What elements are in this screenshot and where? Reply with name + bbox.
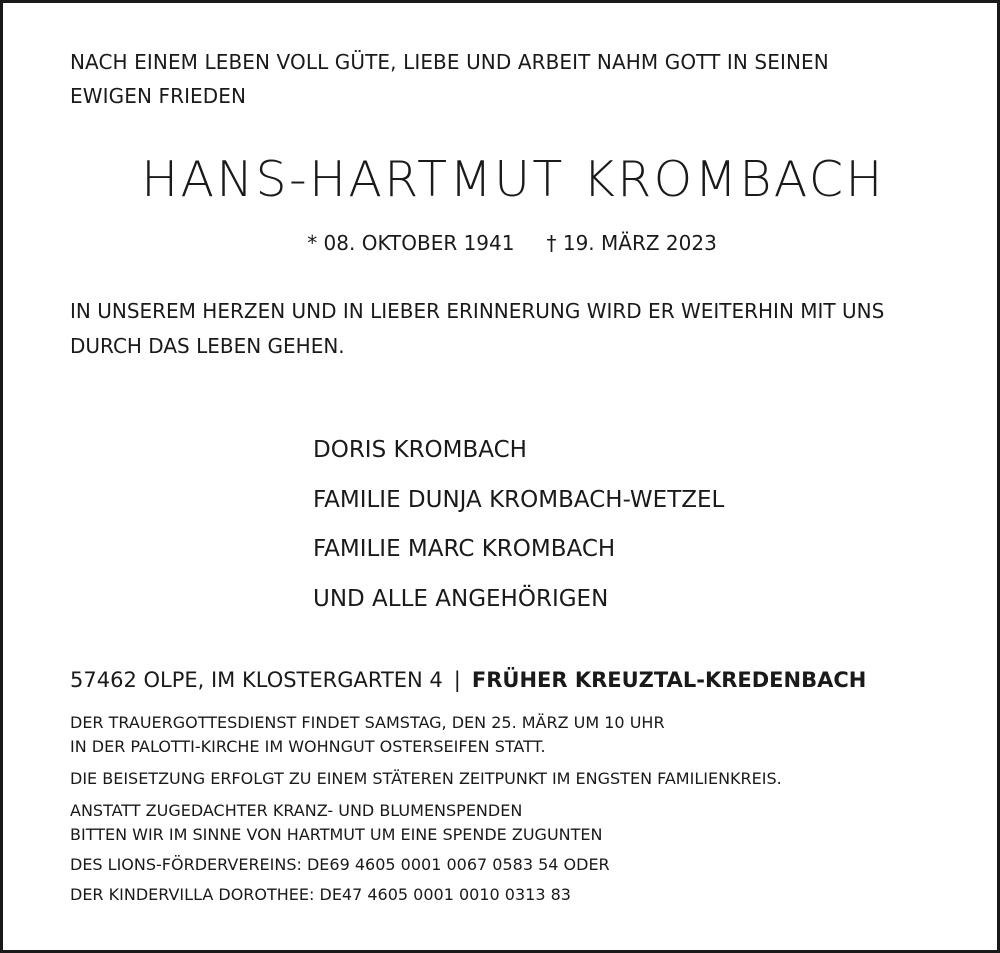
mourner-item: FAMILIE MARC KROMBACH [313,536,616,562]
service-info [70,711,782,759]
donation-info [70,799,782,907]
memory-text [70,294,884,364]
mourner-item: UND ALLE ANGEHÖRIGEN [313,585,609,612]
current-address: 57462 OLPE, IM KLOSTERGARTEN 4 [70,668,443,692]
birth-date: * 08. OKTOBER 1941 [307,231,515,255]
service-line-2: IN DER PALOTTI-KIRCHE IM WOHNGUT OSTERSEIFEN STATT. [70,737,546,756]
death-date: † 19. MÄRZ 2023 [546,231,717,255]
burial-line: DIE BEISETZUNG ERFOLGT ZU EINEM STÄTEREN ZEITPUNKT IM ENGSTEN FAMILIENKREIS. [70,769,782,788]
mourner-item: DORIS KROMBACH [313,437,527,463]
address-line [70,668,866,692]
memory-line-1: IN UNSEREM HERZEN UND IN LIEBER ERINNERUNG WIRD ER WEITERHIN MIT UNS [70,299,885,323]
donation-line-3: DES LIONS-FÖRDERVEREINS: DE69 4605 0001 0067 0583 54 ODER [70,855,610,874]
donation-line-2: BITTEN WIR IM SINNE VON HARTMUT UM EINE SPENDE ZUGUNTEN [70,825,603,844]
service-details [70,711,782,907]
mourner-item: FAMILIE DUNJA KROMBACH-WETZEL [313,486,725,513]
donation-line-4: DER KINDERVILLA DOROTHEE: DE47 4605 0001 0010 0313 83 [70,885,571,904]
address-separator: | [453,668,461,692]
deceased-name: HANS-HARTMUT KROMBACH [141,151,885,208]
donation-line-1: ANSTATT ZUGEDACHTER KRANZ- UND BLUMENSPENDEN [70,801,523,820]
intro-line-2: EWIGEN FRIEDEN [70,84,247,108]
memory-line-2: DURCH DAS LEBEN GEHEN. [70,334,345,358]
deceased-name-block [3,151,1000,208]
service-line-1: DER TRAUERGOTTESDIENST FINDET SAMSTAG, DEN 25. MÄRZ UM 10 UHR [70,713,665,732]
life-dates [3,231,1000,255]
mourners-list [313,426,724,624]
intro-text [70,45,829,113]
intro-line-1: NACH EINEM LEBEN VOLL GÜTE, LIEBE UND ARBEIT NAHM GOTT IN SEINEN [70,50,829,74]
burial-info [70,767,782,791]
former-address: FRÜHER KREUZTAL-KREDENBACH [471,668,867,692]
